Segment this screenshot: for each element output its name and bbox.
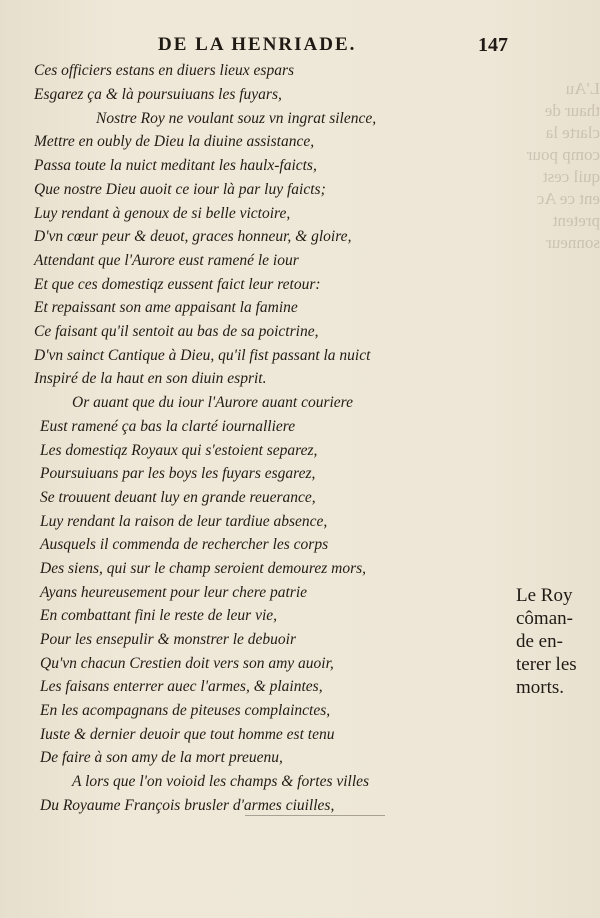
verse-line: Nostre Roy ne voulant souz vn ingrat silence, xyxy=(96,110,377,127)
page-number: 147 xyxy=(478,34,508,56)
margin-note-line: de en- xyxy=(516,631,563,652)
verse-line: De faire à son amy de la mort preuenu, xyxy=(40,749,283,766)
margin-note-line: côman- xyxy=(516,608,573,629)
verse-line: Eust ramené ça bas la clarté iournalliere xyxy=(40,418,296,435)
verse-line: Esgarez ça & là poursuiuans les fuyars, xyxy=(34,86,282,103)
verse-line: Inspiré de la haut en son diuin esprit. xyxy=(34,370,267,387)
verse-line: D'vn sainct Cantique à Dieu, qu'il fist passant la nuict xyxy=(34,347,371,364)
show-through-text: L'Au thaur de clarte la comp pour quil cest ent ce Ac pretent sonneur xyxy=(526,79,600,252)
verse-line: A lors que l'on voioid les champs & fortes villes xyxy=(72,773,370,790)
verse-line: Les faisans enterrer auec l'armes, & plaintes, xyxy=(40,678,323,695)
verse-line: Mettre en oubly de Dieu la diuine assistance, xyxy=(34,133,315,150)
verse-line: Iuste & dernier deuoir que tout homme est tenu xyxy=(40,726,335,743)
verse-line: Or auant que du iour l'Aurore auant couriere xyxy=(72,394,353,411)
margin-note-line: Le Roy xyxy=(516,585,573,606)
verse-line: Les domestiqz Royaux qui s'estoient separez, xyxy=(40,442,318,459)
verse-line: Du Royaume François brusler d'armes ciuilles, xyxy=(40,797,335,814)
verse-line: Et repaissant son ame appaisant la famine xyxy=(34,299,298,316)
verse-line: Luy rendant la raison de leur tardiue absence, xyxy=(40,513,328,530)
underline-rule xyxy=(245,815,385,816)
verse-line: Ayans heureusement pour leur chere patrie xyxy=(40,584,308,601)
running-head: DE LA HENRIADE. xyxy=(158,34,357,55)
verse-line: Poursuiuans par les boys les fuyars esgarez, xyxy=(40,465,316,482)
margin-note xyxy=(516,584,598,699)
verse-line: Qu'vn chacun Crestien doit vers son amy auoir, xyxy=(40,655,334,672)
verse-line: Ausquels il commenda de rechercher les corps xyxy=(40,536,329,553)
verse-line: Passa toute la nuict meditant les haulx-faicts, xyxy=(34,157,317,174)
verse-line: Que nostre Dieu auoit ce iour là par luy faicts; xyxy=(34,181,326,198)
verse-line: Ce faisant qu'il sentoit au bas de sa poictrine, xyxy=(34,323,319,340)
verse-line: Et que ces domestiqz eussent faict leur retour: xyxy=(34,276,321,293)
verse-line: Des siens, qui sur le champ seroient demourez mors, xyxy=(40,560,367,577)
verse-line: En les acompagnans de piteuses complainctes, xyxy=(40,702,331,719)
verse-line: D'vn cœur peur & deuot, graces honneur, & gloire, xyxy=(34,228,352,245)
margin-note-line: terer les xyxy=(516,654,577,675)
verse-line: Se trouuent deuant luy en grande reuerance, xyxy=(40,489,316,506)
verse-line: Ces officiers estans en diuers lieux espars xyxy=(34,62,295,79)
verse-line: Luy rendant à genoux de si belle victoire, xyxy=(34,205,291,222)
verse-line: Pour les ensepulir & monstrer le debuoir xyxy=(40,631,297,648)
verse-line: En combattant fini le reste de leur vie, xyxy=(40,607,278,624)
verse-line: Attendant que l'Aurore eust ramené le iour xyxy=(34,252,299,269)
margin-note-line: morts. xyxy=(516,677,565,698)
